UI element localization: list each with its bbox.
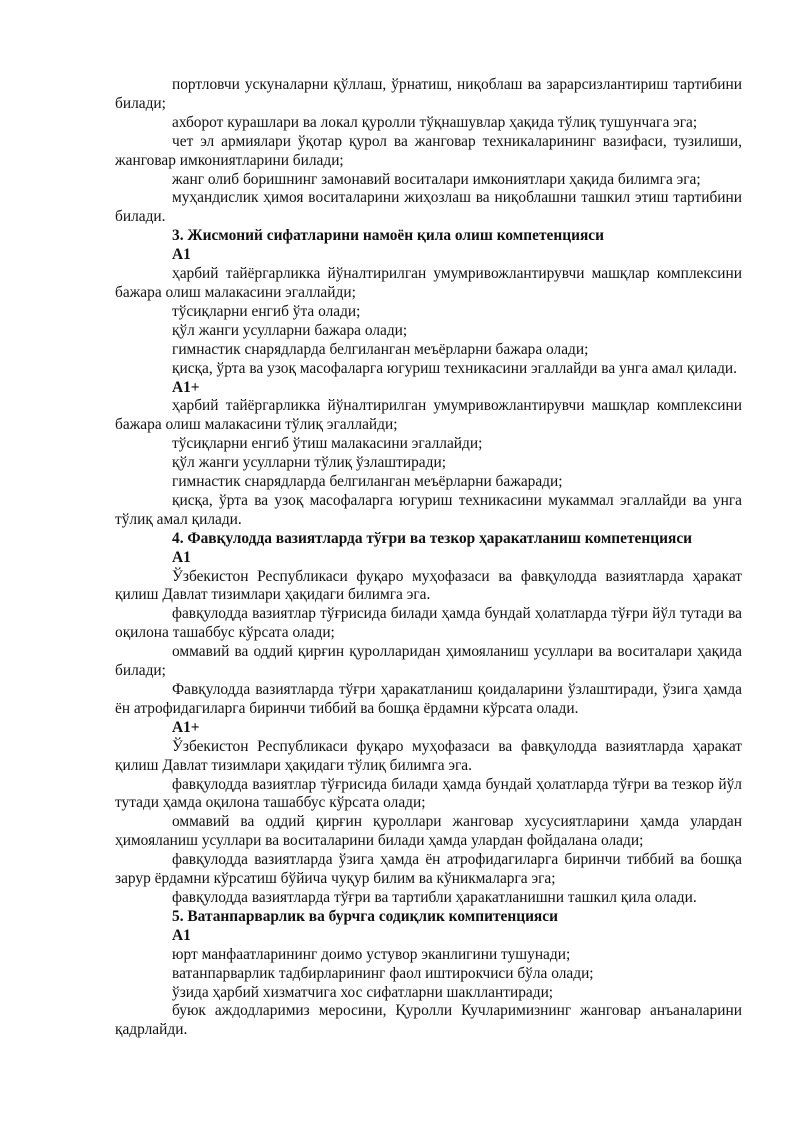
section-heading: А1 <box>172 926 191 944</box>
body-paragraph: муҳандислик ҳимоя воситаларини жиҳозлаш ва ниқоблашни ташкил этиш тартибини билади. <box>115 189 742 226</box>
body-paragraph: фавқулодда вазиятларда тўғри ва тартибли ҳаракатланишни ташкил қила олади. <box>172 888 697 906</box>
body-paragraph: ўзида ҳарбий хизматчига хос сифатларни шакллантиради; <box>172 983 554 1001</box>
section-heading: 5. Ватанпарварлик ва бурчга содиқлик компитенцияси <box>172 907 558 925</box>
section-heading: 4. Фавқулодда вазиятларда тўғри ва тезкор ҳаракатланиш компетенцияси <box>172 529 693 547</box>
body-paragraph: қисқа, ўрта ва узоқ масофаларга югуриш техникасини эгаллайди ва унга амал қилади. <box>172 359 738 377</box>
body-paragraph: ҳарбий тайёргарликка йўналтирилган умумривожлантирувчи машқлар комплексини бажара олиш малакасини тўлиқ эгаллайди; <box>115 397 742 434</box>
body-paragraph: ватанпарварлик тадбирларининг фаол иштирокчиси бўла олади; <box>172 964 594 982</box>
section-heading: А1 <box>172 548 191 566</box>
body-paragraph: гимнастик снарядларда белгиланган меъёрларни бажаради; <box>172 473 563 491</box>
body-paragraph: чет эл армиялари ўқотар қурол ва жанговар техникаларининг вазифаси, тузилиши, жанговар имкониятларини билади; <box>115 132 742 169</box>
body-paragraph: Ўзбекистон Республикаси фуқаро муҳофазаси ва фавқулодда вазиятларда ҳаракат қилиш Давлат тизимлари ҳақидаги билимга эга. <box>115 567 742 604</box>
body-paragraph: тўсиқларни енгиб ўта олади; <box>172 302 361 320</box>
body-paragraph: тўсиқларни енгиб ўтиш малакасини эгаллайди; <box>172 435 483 453</box>
body-paragraph: фавқулодда вазиятлар тўғрисида билади ҳамда бундай ҳолатларда тўғри ва тезкор йўл тутади ҳамда оқилона ташаббус кўрсата олади; <box>115 775 742 812</box>
body-paragraph: гимнастик снарядларда белгиланган меъёрларни бажара олади; <box>172 340 589 358</box>
body-paragraph: оммавий ва оддий қирғин қуролларидан ҳимояланиш усуллари ва воситалари ҳақида билади; <box>115 643 742 680</box>
body-paragraph: портловчи ускуналарни қўллаш, ўрнатиш, ниқоблаш ва зарарсизлантириш тартибини билади; <box>115 76 742 112</box>
body-paragraph: Ўзбекистон Республикаси фуқаро муҳофазаси ва фавқулодда вазиятларда ҳаракат қилиш Давлат тизимлари ҳақидаги тўлиқ билимга эга. <box>115 737 742 774</box>
section-heading: А1+ <box>172 718 200 736</box>
section-heading: 3. Жисмоний сифатларини намоён қила олиш компетенцияси <box>172 227 604 245</box>
section-heading: А1+ <box>172 378 200 396</box>
body-paragraph: фавқулодда вазиятларда ўзига ҳамда ён атрофидагиларга биринчи тиббий ва бошқа зарур ёрдамни кўрсатиш бўйича чуқур билим ва кўникмаларга эга; <box>115 851 742 888</box>
body-paragraph: ҳарбий тайёргарликка йўналтирилган умумривожлантирувчи машқлар комплексини бажара олиш малакасини эгаллайди; <box>115 265 742 301</box>
body-paragraph: юрт манфаатларининг доимо устувор эканлигини тушунади; <box>172 945 571 963</box>
body-paragraph: фавқулодда вазиятлар тўғрисида билади ҳамда бундай ҳолатларда тўғри йўл тутади ва оқилона ташаббус кўрсата олади; <box>115 605 742 642</box>
body-paragraph: буюк аждодларимиз меросини, Қуролли Кучларимизнинг жанговар анъаналарини қадрлайди. <box>115 1002 742 1039</box>
body-paragraph: ахборот курашлари ва локал қуролли тўқнашувлар ҳақида тўлиқ тушунчага эга; <box>172 113 698 131</box>
body-paragraph: қисқа, ўрта ва узоқ масофаларга югуриш техникасини мукаммал эгаллайди ва унга тўлиқ амал қилади. <box>115 491 742 528</box>
body-paragraph: оммавий ва оддий қирғин қуроллари жанговар хусусиятларини ҳамда улардан ҳимояланиш усуллари ва воситаларини билади ҳамда улардан фойдалана олади; <box>115 813 742 850</box>
body-paragraph: қўл жанги усулларни бажара олади; <box>172 321 408 339</box>
body-paragraph: Фавқулодда вазиятларда тўғри ҳаракатланиш қоидаларини ўзлаштиради, ўзига ҳамда ён атрофидагиларга биринчи тиббий ва бошқа ёрдамни кўрсата олади. <box>115 681 742 717</box>
document-body <box>115 76 742 1040</box>
section-heading: А1 <box>172 246 191 264</box>
body-paragraph: қўл жанги усулларни тўлиқ ўзлаштиради; <box>172 454 446 472</box>
body-paragraph: жанг олиб боришнинг замонавий воситалари имкониятлари ҳақида билимга эга; <box>172 170 701 188</box>
